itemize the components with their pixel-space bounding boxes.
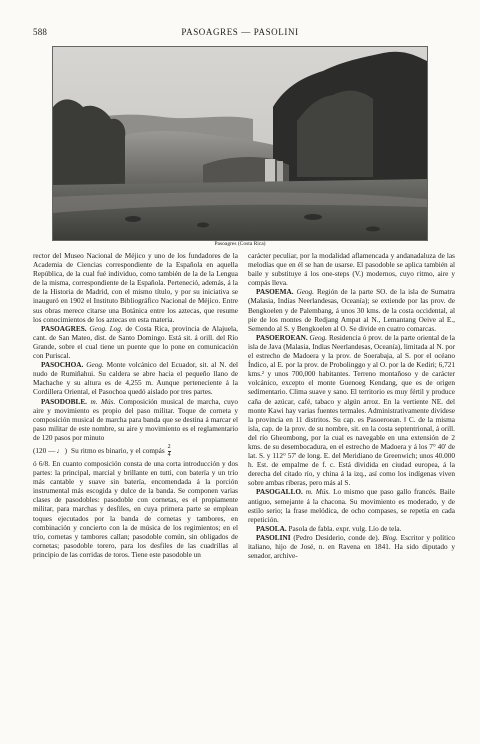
quarter-note-icon: ♩ xyxy=(56,446,64,455)
entry-text: Lo mismo que paso gallo francés. Baile antiguo, semejante á la chacona. Su movimiento es moderado, y de estilo serio; la frase melódica, de ocho compases, se repetía en cada repetición. xyxy=(248,488,456,524)
entry-text: Residencia ó prov. de la parte oriental de la isla de Java (Malasia, Indias Neerlandesas, Oceanía), limitada al N. por el estrecho de Madoera y la prov. de Soerabaja, al S. por el océano Índico, al E. por la prov. de Probolinggo y al O. por la de Kediri; 6,721 kms.² y unos 700,000 habitantes. Terreno montañoso y de carácter volcánico, excepto el monte Guenoeg Kendang, que es de origen sedimentario. Clima suave y sano. El territorio es muy fértil y produce caña de azúcar, café, tabaco y algún arroz. En la vertiente NE. del monte Kawi hay varias fuentes termales. Administrativamente dividese la provincia en 11 distritos. Su cap. es Pasoeroean. ‖ C. de la misma isla, cap. de la prov. de su nombre, sit. en la costa septentrional, á orill. del río Gheombong, por la cual es navegable en una extensión de 2 kms. de su desembocadura, en el estrecho de Madoera y á los 7° 40' de lat. S. y 112° 57' de long. E. del Meridiano de Greenwich; unos 40.000 h. Est. de empalme de f. c. Está dividida en ciudad europea, á la derecha del citado río, y china á la izq., así como los indígenas viven sobre ambas riberas, pero más al S. xyxy=(248,333,456,488)
entry-pasoema xyxy=(248,288,455,333)
entry-text: Escritor y político italiano, hijo de José, n. en Ravena en 1841. Ha sido diputado y senador, archive- xyxy=(248,533,456,561)
abbreviation: Geog. xyxy=(86,361,104,370)
abbreviation: m. Mús. xyxy=(90,397,116,406)
entry-text: Composición musical de marcha, cuyo aire y movimiento es propio del paso militar. Toque de corneta y composición musical de marcha para banda que se destina á marcar el paso militar de este nombre, su aire y movimiento es el reglamentario de 120 pasos por minuto xyxy=(33,397,238,442)
abbreviation: m. Mús. xyxy=(305,488,331,497)
landscape-photo xyxy=(52,46,428,241)
figure-caption: Pasoagres (Costa Rica) xyxy=(214,241,266,247)
entry-text: Región de la parte SO. de la isla de Sumatra (Malasia, Indias Neerlandesas, Oceanía); se extiende por las prov. de Bengkoelen y de Palembang, á unos 30 kms. de la costa occidental, al pie de los montes de Redjang Ampat al N., Lemantang Oeive al E., Semendo al S. y Bengkoelen al O. Se divide en cuatro comarcas. xyxy=(248,288,456,333)
headword: PASOCHOA. xyxy=(41,361,84,370)
tempo-notation xyxy=(33,444,238,459)
abbreviation: Geog. xyxy=(309,333,328,342)
entry-text: Pasola de fabla. expr. vulg. Lío de tela. xyxy=(288,524,402,533)
entry-pasoagres xyxy=(33,325,238,361)
running-head: PASOAGRES — PASOLINI xyxy=(181,27,299,37)
entry-continuation: ó 6/8. En cuanto composición consta de una corta introducción y dos partes: la principal, marcial y brillante en tutti, con batería y un trío más cantable y suave sin batería, encomendada á la porción instrumental más escogida y dulce de la banda. Se componen varias clases de pasodobles: pasodoble con cornetas, es el propiamente militar, para marchas y desfiles, en cuya primera parte se emplean toques ejecutados por la banda de cornetas y tambores, en combinación y concierto con la de música de los regimientos; en el trío, cornetas y tambores callan; pasodoble común, sin obligados de cornetas; pasodoble torero, para los desfiles de las cuadrillas al principio de las corridas de toros. Tiene este pasodoble un xyxy=(33,459,238,559)
headword: PASOAGRES. xyxy=(41,324,87,333)
metronome-mark: (120 — xyxy=(33,446,56,455)
entry-pasoeroean xyxy=(248,334,455,489)
time-signature-num: 2 xyxy=(167,443,171,450)
entry-continuation: rector del Museo Nacional de Méjico y uno de los fundadores de la Academia de Ciencias correspondiente de la Española en aquella República, de la cual fué individuo, como también de la de la Lengua de la misma, correspondiente de la Española. Perteneció, además, á la de la Historia de Madrid, con el mismo título, y por su iniciativa se inauguró en 1902 el Instituto Bibliográfico Nacional de Méjico. Entre sus obras merece citarse una Botánica entre los aztecas, que resume los conocimientos de los aztecas en esta materia. xyxy=(33,252,238,324)
entry-text: de Costa Rica, provincia de Alajuela, cant. de San Mateo, dist. de Santo Domingo. Está sit. á orill. del Río Grande, sobre el cual tiene un puente que lo pone en comunicación con Puriscal. xyxy=(33,324,238,361)
headword: PASOEROEAN. xyxy=(256,333,308,342)
entry-pasochoa xyxy=(33,361,238,397)
abbreviation: Geog. xyxy=(296,288,314,297)
time-signature xyxy=(168,444,171,459)
entry-pasodoble xyxy=(33,398,238,443)
abbreviation: Geog. Log. xyxy=(89,324,123,333)
tempo-text: Su ritmo es binario, y el compás xyxy=(71,446,165,455)
entry-text: Monte volcánico del Ecuador, sit. al N. del nudo de Rumiñahui. Su caldera se abre hacia el pequeño llano de Machache y su altura es de 4,255 m. Aunque perteneciente á la Cordillera Oriental, el Pasochoa quedó aislado por tres partes. xyxy=(33,361,239,397)
metronome-close: ) xyxy=(64,446,68,455)
abbreviation: Biog. xyxy=(382,533,398,542)
right-column xyxy=(248,252,455,561)
headword: PASOLA. xyxy=(256,524,287,533)
entry-continuation: carácter peculiar, por la modalidad aflamencada y andanadaluza de las melodías que en él se han de usarse. El pasodoble se aplica también al baile y substituye á los one-steps (V.) modernos, cuyo ritmo, aire y compás lleva. xyxy=(248,252,455,288)
entry-pasola xyxy=(248,525,455,534)
entry-name: (Pedro Desiderio, conde de). xyxy=(293,533,380,542)
left-column xyxy=(33,252,238,560)
page-number: 588 xyxy=(33,27,48,37)
headword: PASOEMA. xyxy=(256,288,294,297)
entry-pasolini xyxy=(248,534,455,561)
headword: PASOLINI xyxy=(256,533,291,542)
headword: PASOGALLO. xyxy=(256,488,303,497)
landscape-photo-drawing xyxy=(53,47,427,240)
entry-pasogallo xyxy=(248,488,455,524)
time-signature-den: 4 xyxy=(167,451,171,458)
headword: PASODOBLE. xyxy=(41,397,87,406)
